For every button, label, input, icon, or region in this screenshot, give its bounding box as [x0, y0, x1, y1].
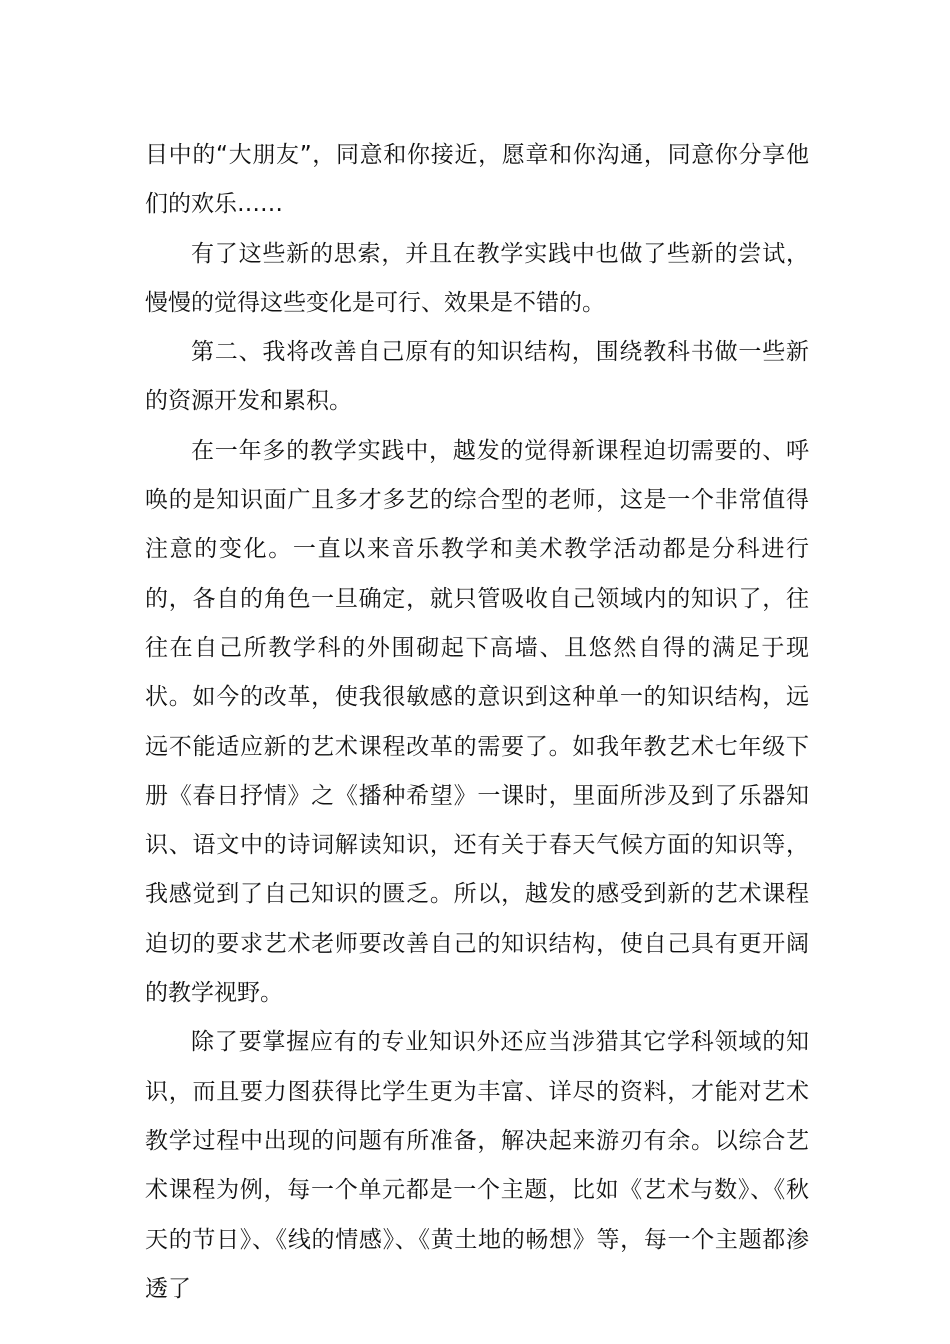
- document-body: [145, 131, 809, 1314]
- paragraph-continuation: 目中的“大朋友”，同意和你接近，愿章和你沟通，同意你分享他们的欢乐……: [145, 142, 809, 218]
- paragraph-teaching-practice: 在一年多的教学实践中，越发的觉得新课程迫切需要的、呼唤的是知识面广且多才多艺的综合型的老师，这是一个非常值得注意的变化。一直以来音乐教学和美术教学活动都是分科进行的，各自的角色一旦确定，就只管吸收自己领域内的知识了，往往在自己所教学科的外围砌起下高墙、且悠然自得的满足于现状。如今的改革，使我很敏感的意识到这种单一的知识结构，远远不能适应新的艺术课程改革的需要了。如我年教艺术七年级下册《春日抒情》之《播种希望》一课时，里面所涉及到了乐器知识、语文中的诗词解读知识，还有关于春天气候方面的知识等，我感觉到了自己知识的匮乏。所以，越发的感受到新的艺术课程迫切的要求艺术老师要改善自己的知识结构，使自己具有更开阔的教学视野。: [145, 437, 809, 1007]
- paragraph-new-thinking: 有了这些新的思索，并且在教学实践中也做了些新的尝试，慢慢的觉得这些变化是可行、效果是不错的。: [145, 240, 809, 316]
- paragraph-second-point: 第二、我将改善自己原有的知识结构，围绕教科书做一些新的资源开发和累积。: [145, 339, 809, 415]
- paragraph-other-disciplines: 除了要掌握应有的专业知识外还应当涉猎其它学科领域的知识，而且要力图获得比学生更为丰富、详尽的资料，才能对艺术教学过程中出现的问题有所准备，解决起来游刃有余。以综合艺术课程为例，每一个单元都是一个主题，比如《艺术与数》、《秋天的节日》、《线的情感》、《黄土地的畅想》等，每一个主题都渗透了: [145, 1029, 809, 1302]
